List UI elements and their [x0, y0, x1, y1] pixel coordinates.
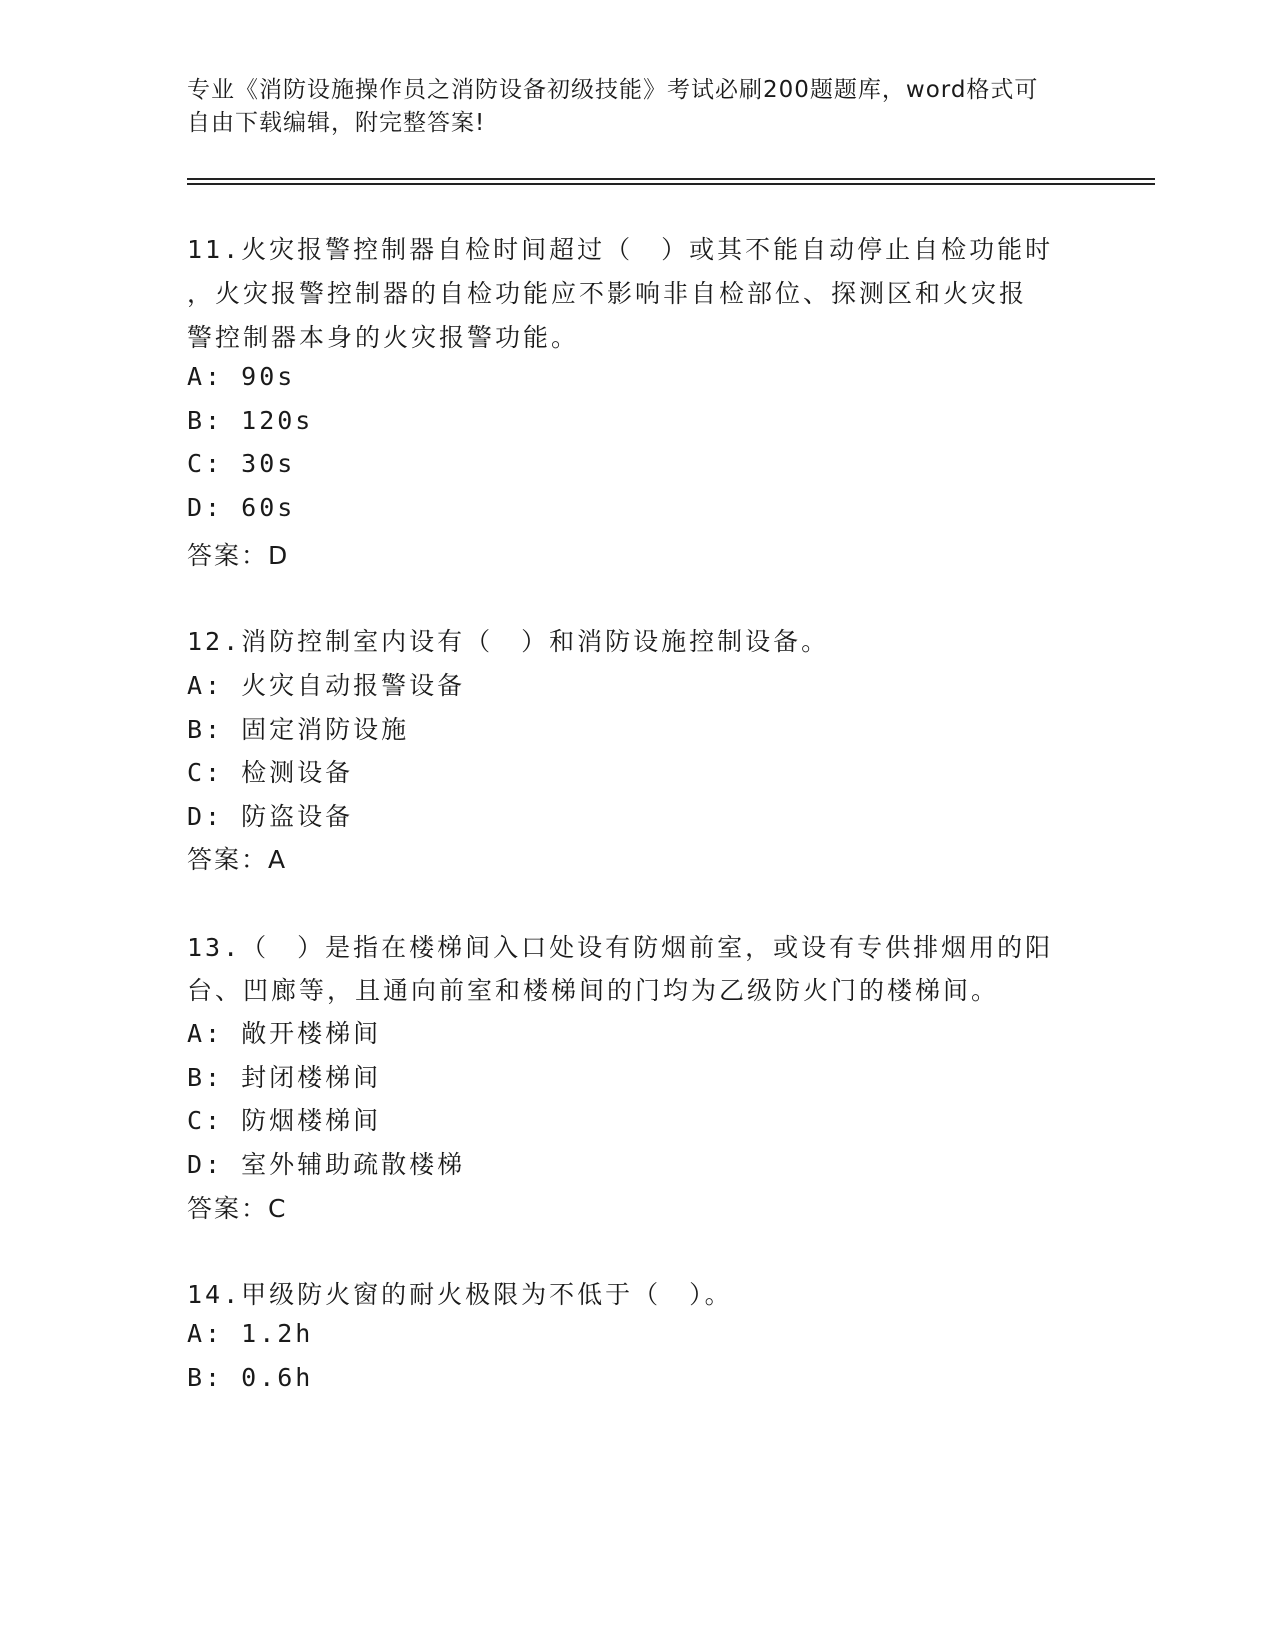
question-11-option-b: B: 120s	[187, 406, 314, 435]
header-line-2: 自由下载编辑，附完整答案!	[187, 110, 486, 136]
question-12-option-d: D: 防盗设备	[187, 802, 354, 831]
question-12-option-c: C: 检测设备	[187, 758, 354, 787]
question-14-stem-line-1: 14.甲级防火窗的耐火极限为不低于（ ）。	[187, 1280, 733, 1309]
question-13-option-c: C: 防烟楼梯间	[187, 1106, 382, 1135]
question-13-option-b: B: 封闭楼梯间	[187, 1063, 382, 1092]
header-rule-bottom	[187, 183, 1155, 185]
header-rule-top	[187, 178, 1155, 180]
question-13-option-d: D: 室外辅助疏散楼梯	[187, 1150, 466, 1179]
document-header	[187, 74, 1067, 140]
question-13-stem-line-1: 13.（ ）是指在楼梯间入口处设有防烟前室，或设有专供排烟用的阳	[187, 933, 1054, 962]
question-11-option-a: A: 90s	[187, 362, 296, 391]
question-11-stem-line-2: ，火灾报警控制器的自检功能应不影响非自检部位、探测区和火灾报	[187, 279, 1028, 308]
question-11-stem-line-3: 警控制器本身的火灾报警功能。	[187, 323, 580, 352]
question-12-option-a: A: 火灾自动报警设备	[187, 671, 466, 700]
question-12-option-b: B: 固定消防设施	[187, 715, 410, 744]
question-11-option-d: D: 60s	[187, 493, 296, 522]
question-13-answer: 答案：C	[187, 1194, 288, 1223]
question-14-option-b: B: 0.6h	[187, 1363, 314, 1392]
question-13-stem-line-2: 台、凹廊等，且通向前室和楼梯间的门均为乙级防火门的楼梯间。	[187, 976, 1000, 1005]
question-11-answer: 答案：D	[187, 541, 290, 570]
header-line-1: 专业《消防设施操作员之消防设备初级技能》考试必刷200题题库，word格式可	[187, 77, 1039, 103]
question-11-stem-line-1: 11.火灾报警控制器自检时间超过（ ）或其不能自动停止自检功能时	[187, 235, 1054, 264]
question-13-option-a: A: 敞开楼梯间	[187, 1019, 382, 1048]
question-14-option-a: A: 1.2h	[187, 1319, 314, 1348]
question-12-answer: 答案：A	[187, 845, 288, 874]
question-12-stem-line-1: 12.消防控制室内设有（ ）和消防设施控制设备。	[187, 627, 830, 656]
question-11-option-c: C: 30s	[187, 449, 296, 478]
